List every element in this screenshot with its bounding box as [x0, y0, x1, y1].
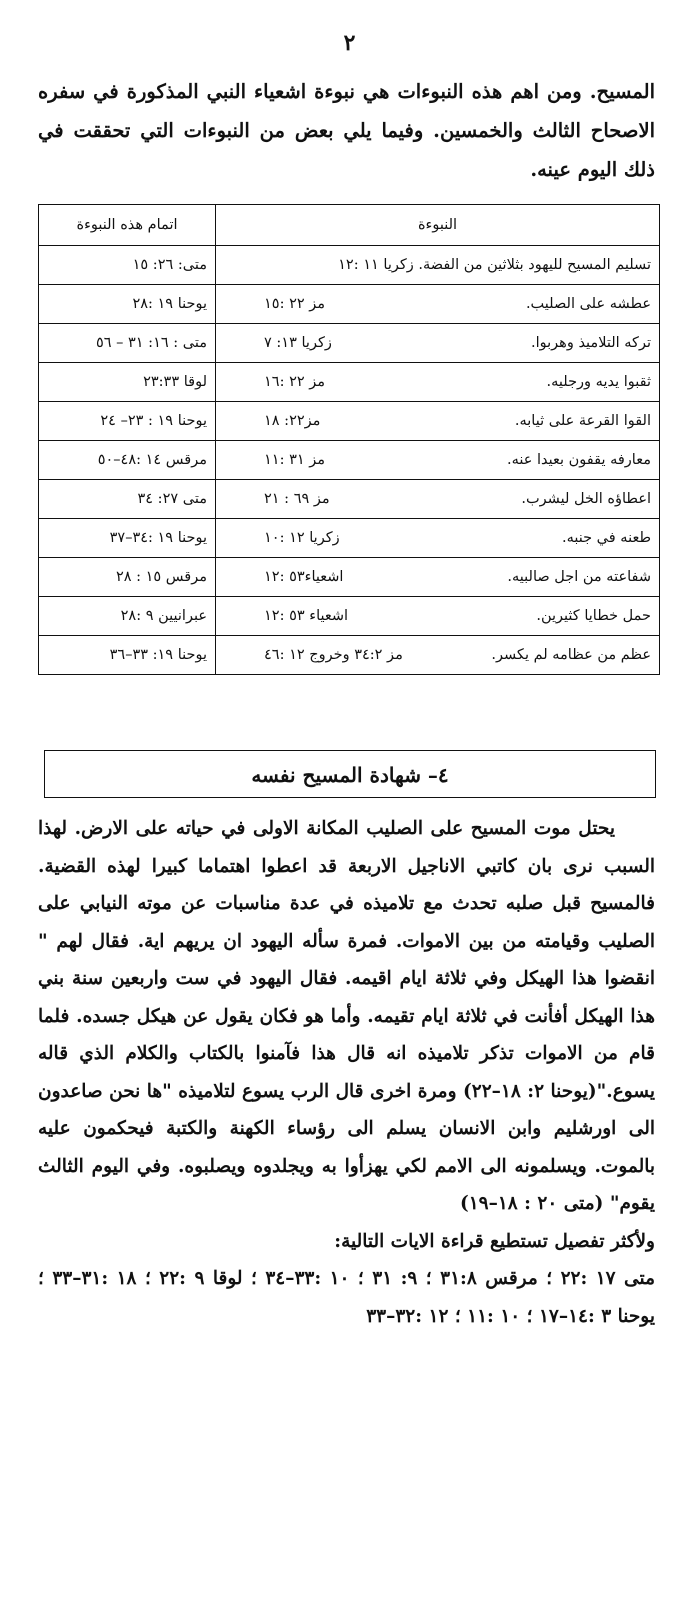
prophecy-ref: مز ٣٤:٢ وخروج ١٢ :٤٦: [264, 647, 403, 663]
table-row: [39, 363, 660, 402]
table-row: [39, 285, 660, 324]
prophecy-text: تركه التلاميذ وهربوا.: [531, 335, 651, 351]
fulfillment-cell: عبرانيين ٩ :٢٨: [39, 597, 216, 636]
table-row: [39, 480, 660, 519]
fulfillment-cell: يوحنا ١٩ :٢٨: [39, 285, 216, 324]
prophecy-ref: زكريا ١٢ :١٠: [264, 530, 340, 546]
prophecy-cell: [216, 363, 660, 402]
fulfillment-cell: مرقس ١٥ : ٢٨: [39, 558, 216, 597]
prophecy-cell: [216, 402, 660, 441]
prophecy-ref: مز ٢٢ :١٦: [264, 374, 326, 390]
prophecy-text: اعطاؤه الخل ليشرب.: [521, 491, 651, 507]
table-row: [39, 519, 660, 558]
prophecy-text: حمل خطايا كثيرين.: [536, 608, 651, 624]
prophecy-ref: زكريا ١٣: ٧: [264, 335, 332, 351]
fulfillment-cell: متى : ١٦: ٣١ – ٥٦: [39, 324, 216, 363]
prophecy-cell: [216, 597, 660, 636]
prophecy-text: ثقبوا يديه ورجليه.: [546, 374, 651, 390]
intro-text: المسيح. ومن اهم هذه النبوءات هي نبوءة اشعياء النبي المذكورة في سفره الاصحاح الثالث والخمسين. وفيما يلي بعض من النبوءات التي تحققت في ذلك اليوم عينه.: [38, 80, 655, 181]
fulfillment-cell: لوقا ٢٣:٣٣: [39, 363, 216, 402]
table-header-row: [39, 205, 660, 246]
further-reading-line: ولأكثر تفصيل تستطيع قراءة الايات التالية:: [334, 1230, 655, 1252]
fulfillment-cell: متى ٢٧: ٣٤: [39, 480, 216, 519]
prophecy-cell: [216, 441, 660, 480]
prophecy-ref: اشعياء ٥٣ :١٢: [264, 608, 349, 624]
prophecy-ref: مز ٢٢ :١٥: [264, 296, 326, 312]
prophecy-cell: [216, 246, 660, 285]
main-paragraph: يحتل موت المسيح على الصليب المكانة الاولى في حياته على الارض. لهذا السبب نرى بان كاتبي الاناجيل الاربعة قد اعطوا اهتماما كبيرا لهذه القضية. فالمسيح قبل صلبه تحدث مع تلاميذه في عدة مناسبات عن موته النيابي على الصليب وقيامته من بين الاموات. فمرة سأله اليهود ان يريهم اية. فقال لهم " انقضوا هذا الهيكل وفي ثلاثة ايام اقيمه. فقال اليهود في ست واربعين سنة بني هذا الهيكل أفأنت في ثلاثة ايام تقيمه. وأما هو فكان يقول عن هيكل جسده. فلما قام من الاموات تذكر تلاميذه انه قال هذا فآمنوا بالكتاب والكلام الذي قاله يسوع."(يوحنا ٢: ١٨–٢٢) ومرة اخرى قال الرب يسوع لتلاميذه "ها نحن صاعدون الى اورشليم وابن الانسان يسلم الى رؤساء الكهنة والكتبة فيحكمون عليه بالموت. ويسلمونه الى الامم لكي يهزأوا به ويجلدوه ويصلبوه. وفي اليوم الثالث يقوم" (متى ٢٠ : ١٨–١٩): [38, 818, 655, 1214]
table-row: [39, 441, 660, 480]
prophecy-table: [38, 204, 660, 675]
table-row: [39, 597, 660, 636]
table-row: [39, 246, 660, 285]
prophecy-text: معارفه يقفون بعيدا عنه.: [506, 452, 651, 468]
intro-paragraph: [38, 72, 655, 189]
body-text: [38, 810, 655, 1335]
prophecy-text: طعنه في جنبه.: [561, 530, 651, 546]
prophecy-cell: [216, 285, 660, 324]
prophecy-text: عطشه على الصليب.: [525, 296, 651, 312]
prophecy-text: شفاعته من اجل صالبيه.: [507, 569, 651, 585]
scripture-references: متى ١٧ :٢٢ ؛ مرقس ٣١:٨ ؛ ٩: ٣١ ؛ ١٠ :٣٣–٣٤ ؛ لوقا ٩ :٢٢ ؛ ١٨ :٣١–٣٣ ؛ يوحنا ٣ :١٤–١٧ ؛ ١٠ :١١ ؛ ١٢ :٣٢–٣٣: [38, 1268, 655, 1327]
table-row: [39, 558, 660, 597]
fulfillment-cell: مرقس ١٤ :٤٨–٥٠: [39, 441, 216, 480]
header-fulfillment: اتمام هذه النبوءة: [39, 205, 216, 246]
prophecy-ref: مز ٦٩ : ٢١: [264, 491, 330, 507]
prophecy-cell: [216, 558, 660, 597]
fulfillment-cell: يوحنا ١٩ :٣٤–٣٧: [39, 519, 216, 558]
prophecy-ref: اشعياء٥٣ :١٢: [264, 569, 344, 585]
prophecy-cell: [216, 480, 660, 519]
prophecy-cell: [216, 519, 660, 558]
fulfillment-cell: يوحنا ١٩: ٣٣–٣٦: [39, 636, 216, 675]
prophecy-cell: [216, 324, 660, 363]
prophecy-ref: مز ٣١ :١١: [264, 452, 326, 468]
table-row: [39, 636, 660, 675]
prophecy-text: تسليم المسيح لليهود بثلاثين من الفضة. زكريا ١١ :١٢: [338, 257, 651, 273]
prophecy-cell: [216, 636, 660, 675]
prophecy-ref: مز٢٢: ١٨: [264, 413, 321, 429]
table-row: [39, 324, 660, 363]
page-number: ٢: [343, 30, 356, 56]
fulfillment-cell: يوحنا ١٩ : ٢٣– ٢٤: [39, 402, 216, 441]
fulfillment-cell: متى: ٢٦: ١٥: [39, 246, 216, 285]
prophecy-text: عظم من عظامه لم يكسر.: [491, 647, 651, 663]
prophecy-text: القوا القرعة على ثيابه.: [514, 413, 651, 429]
table-row: [39, 402, 660, 441]
section-heading: ٤– شهادة المسيح نفسه: [44, 750, 656, 798]
header-prophecy: النبوءة: [216, 205, 660, 246]
